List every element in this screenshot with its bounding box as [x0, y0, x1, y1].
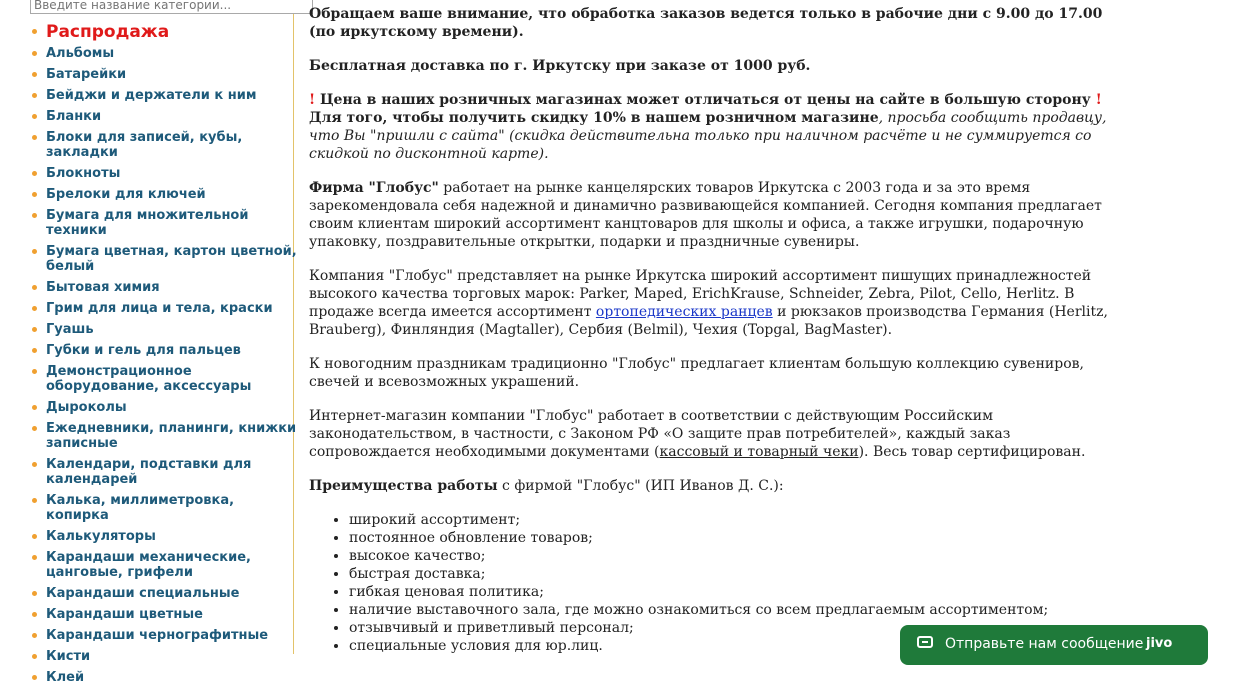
bullet-icon — [32, 654, 37, 659]
holidays-paragraph — [309, 355, 1129, 391]
main-content — [309, 5, 1129, 655]
category-label: Калька, миллиметровка, копирка — [46, 493, 235, 523]
category-label: Клей — [46, 670, 85, 685]
free-delivery — [309, 57, 1129, 75]
price-notice-text: Цена в наших розничных магазинах может отличаться от цены на сайте в большую сторону — [315, 92, 1096, 108]
price-notice — [309, 91, 1129, 163]
category-item[interactable] — [30, 166, 300, 181]
category-item[interactable] — [30, 586, 300, 601]
category-label: Альбомы — [46, 46, 115, 61]
category-label: Демонстрационное оборудование, аксессуары — [46, 364, 252, 394]
category-item[interactable] — [30, 421, 300, 451]
category-label: Бумага цветная, картон цветной, белый — [46, 244, 297, 274]
category-label: Блоки для записей, кубы, закладки — [46, 130, 243, 160]
category-label: Карандаши чернографитные — [46, 628, 269, 643]
category-label: Кисти — [46, 649, 91, 664]
category-list — [30, 22, 300, 691]
bullet-icon — [32, 327, 37, 332]
category-label: Бланки — [46, 109, 102, 124]
about-company — [309, 179, 1129, 251]
bullet-icon — [32, 426, 37, 431]
category-item[interactable] — [30, 46, 300, 61]
bullet-icon — [32, 29, 37, 34]
category-label: Батарейки — [46, 67, 127, 82]
category-label: Губки и гель для пальцев — [46, 343, 241, 358]
category-label: Бытовая химия — [46, 280, 160, 295]
category-item[interactable] — [30, 130, 300, 160]
category-item[interactable] — [30, 187, 300, 202]
bullet-icon — [32, 213, 37, 218]
about-text: работает на рынке канцелярских товаров Иркутска с 2003 года и за это время зарекомендовала себя надежной и динамично развивающейся компанией. Сегодня компания предлагает своим клиентам широкий ассортимент канцтоваров для школы и офиса, а также игрушки, подарочную упаковку, поздравительные открытки, подарки и праздничные сувениры. — [309, 180, 1102, 250]
category-label: Брелоки для ключей — [46, 187, 206, 202]
exclamation-mark: ! — [309, 92, 316, 108]
chat-label: Отправьте нам сообщение — [945, 636, 1144, 652]
category-item[interactable] — [30, 550, 300, 580]
list-item: • наличие выставочного зала, где можно ознакомиться со всем предлагаемым ассортиментом; — [349, 601, 1129, 619]
chat-message-icon — [917, 636, 933, 648]
bullet-icon — [32, 285, 37, 290]
category-item[interactable] — [30, 493, 300, 523]
category-item[interactable] — [30, 364, 300, 394]
bullet-icon — [32, 51, 37, 56]
category-item[interactable] — [30, 670, 300, 685]
category-item[interactable] — [30, 67, 300, 82]
category-label: Гуашь — [46, 322, 94, 337]
bullet-icon — [32, 135, 37, 140]
bullet-icon — [32, 171, 37, 176]
category-label: Дыроколы — [46, 400, 127, 415]
list-item: • высокое качество; — [349, 547, 1129, 565]
category-item[interactable] — [30, 649, 300, 664]
category-label: Ежедневники, планинги, книжки записные — [46, 421, 297, 451]
list-item: • специальные условия для юр.лиц. — [349, 637, 1129, 655]
notice-hours-text: Обращаем ваше внимание, что обработка заказов ведется только в рабочие дни с 9.00 до 17.00 (по иркутскому времени). — [309, 6, 1103, 40]
category-item[interactable] — [30, 607, 300, 622]
category-label: Карандаши специальные — [46, 586, 240, 601]
free-delivery-text: Бесплатная доставка по г. Иркутску при заказе от 1000 руб. — [309, 58, 811, 74]
category-item[interactable] — [30, 208, 300, 238]
category-item[interactable] — [30, 280, 300, 295]
category-label: Календари, подставки для календарей — [46, 457, 252, 487]
list-item: • постоянное обновление товаров; — [349, 529, 1129, 547]
category-item[interactable] — [30, 529, 300, 544]
category-label: Карандаши механические, цанговые, грифели — [46, 550, 251, 580]
category-label: Распродажа — [46, 22, 170, 42]
category-item[interactable] — [30, 628, 300, 643]
notice-hours — [309, 5, 1129, 41]
category-label: Бумага для множительной техники — [46, 208, 249, 238]
category-item-sale[interactable] — [30, 22, 300, 42]
list-item: • быстрая доставка; — [349, 565, 1129, 583]
bullet-icon — [32, 462, 37, 467]
bullet-icon — [32, 93, 37, 98]
discount-condition-text: , просьба сообщить продавцу, что Вы "пришли с сайта" (скидка действительна только при наличном расчёте и не суммируется со скидкой по дисконтной карте). — [309, 110, 1107, 162]
category-item[interactable] — [30, 322, 300, 337]
brands-text-rest: и рюкзаков производства Германия (Herlitz, Brauberg), Финляндия (Magtaller), Сербия (Belmil), Чехия (Topgal, BagMaster). — [309, 304, 1108, 338]
category-label: Бейджи и держатели к ним — [46, 88, 257, 103]
holidays-text: К новогодним праздникам традиционно "Глобус" предлагает клиентам большую коллекцию сувениров, свечей и всевозможных украшений. — [309, 356, 1084, 390]
bullet-icon — [32, 72, 37, 77]
category-item[interactable] — [30, 343, 300, 358]
exclamation-mark: ! — [1095, 92, 1102, 108]
bullet-icon — [32, 633, 37, 638]
list-item: • широкий ассортимент; — [349, 511, 1129, 529]
bullet-icon — [32, 348, 37, 353]
advantages-subtitle: с фирмой "Глобус" (ИП Иванов Д. С.): — [497, 478, 784, 494]
brands-paragraph — [309, 267, 1129, 339]
bullet-icon — [32, 498, 37, 503]
category-item[interactable] — [30, 400, 300, 415]
chat-brand: jivo — [1146, 636, 1173, 651]
category-item[interactable] — [30, 457, 300, 487]
brands-text: Компания "Глобус" представляет на рынке Иркутска широкий ассортимент пишущих принадлежностей высокого качества торговых марок: Parker, Maped, ErichKrause, Schneider, Zebra, Pilot, Cello, Herlitz. В продаже всегда имеется ассортимент — [309, 268, 1092, 320]
category-label: Грим для лица и тела, краски — [46, 301, 273, 316]
bullet-icon — [32, 534, 37, 539]
legal-paragraph — [309, 407, 1129, 461]
category-sidebar — [26, 0, 297, 685]
bullet-icon — [32, 306, 37, 311]
bullet-icon — [32, 555, 37, 560]
category-label: Калькуляторы — [46, 529, 156, 544]
orthopedic-backpacks-link[interactable]: ортопедических ранцев — [595, 304, 773, 320]
advantages-title: Преимущества работы — [309, 478, 498, 494]
bullet-icon — [32, 114, 37, 119]
category-item[interactable] — [30, 244, 300, 274]
bullet-icon — [32, 192, 37, 197]
bullet-icon — [32, 249, 37, 254]
advantages-heading — [309, 477, 1129, 495]
bullet-icon — [32, 405, 37, 410]
bullet-icon — [32, 369, 37, 374]
legal-text: Интернет-магазин компании "Глобус" работает в соответствии с действующим Российским законодательством, в частности, с Законом РФ «О защите прав потребителей», каждый заказ сопровождается необходимыми документами ( — [309, 408, 1011, 460]
bullet-icon — [32, 675, 37, 680]
discount-text: Для того, чтобы получить скидку 10% в нашем розничном магазине — [309, 110, 879, 126]
list-item: • гибкая ценовая политика; — [349, 583, 1129, 601]
bullet-icon — [32, 612, 37, 617]
list-item: • отзывчивый и приветливый персонал; — [349, 619, 1129, 637]
bullet-icon — [32, 591, 37, 596]
category-label: Карандаши цветные — [46, 607, 203, 622]
category-search-input[interactable] — [30, 0, 313, 14]
category-item[interactable] — [30, 301, 300, 316]
company-name: Фирма "Глобус" — [309, 180, 439, 196]
receipts-link[interactable]: кассовый и товарный чеки — [659, 444, 859, 460]
category-item[interactable] — [30, 88, 300, 103]
chat-widget-button[interactable] — [900, 625, 1208, 665]
legal-text-rest: ). Весь товар сертифицирован. — [858, 444, 1086, 460]
category-label: Блокноты — [46, 166, 121, 181]
category-item[interactable] — [30, 109, 300, 124]
